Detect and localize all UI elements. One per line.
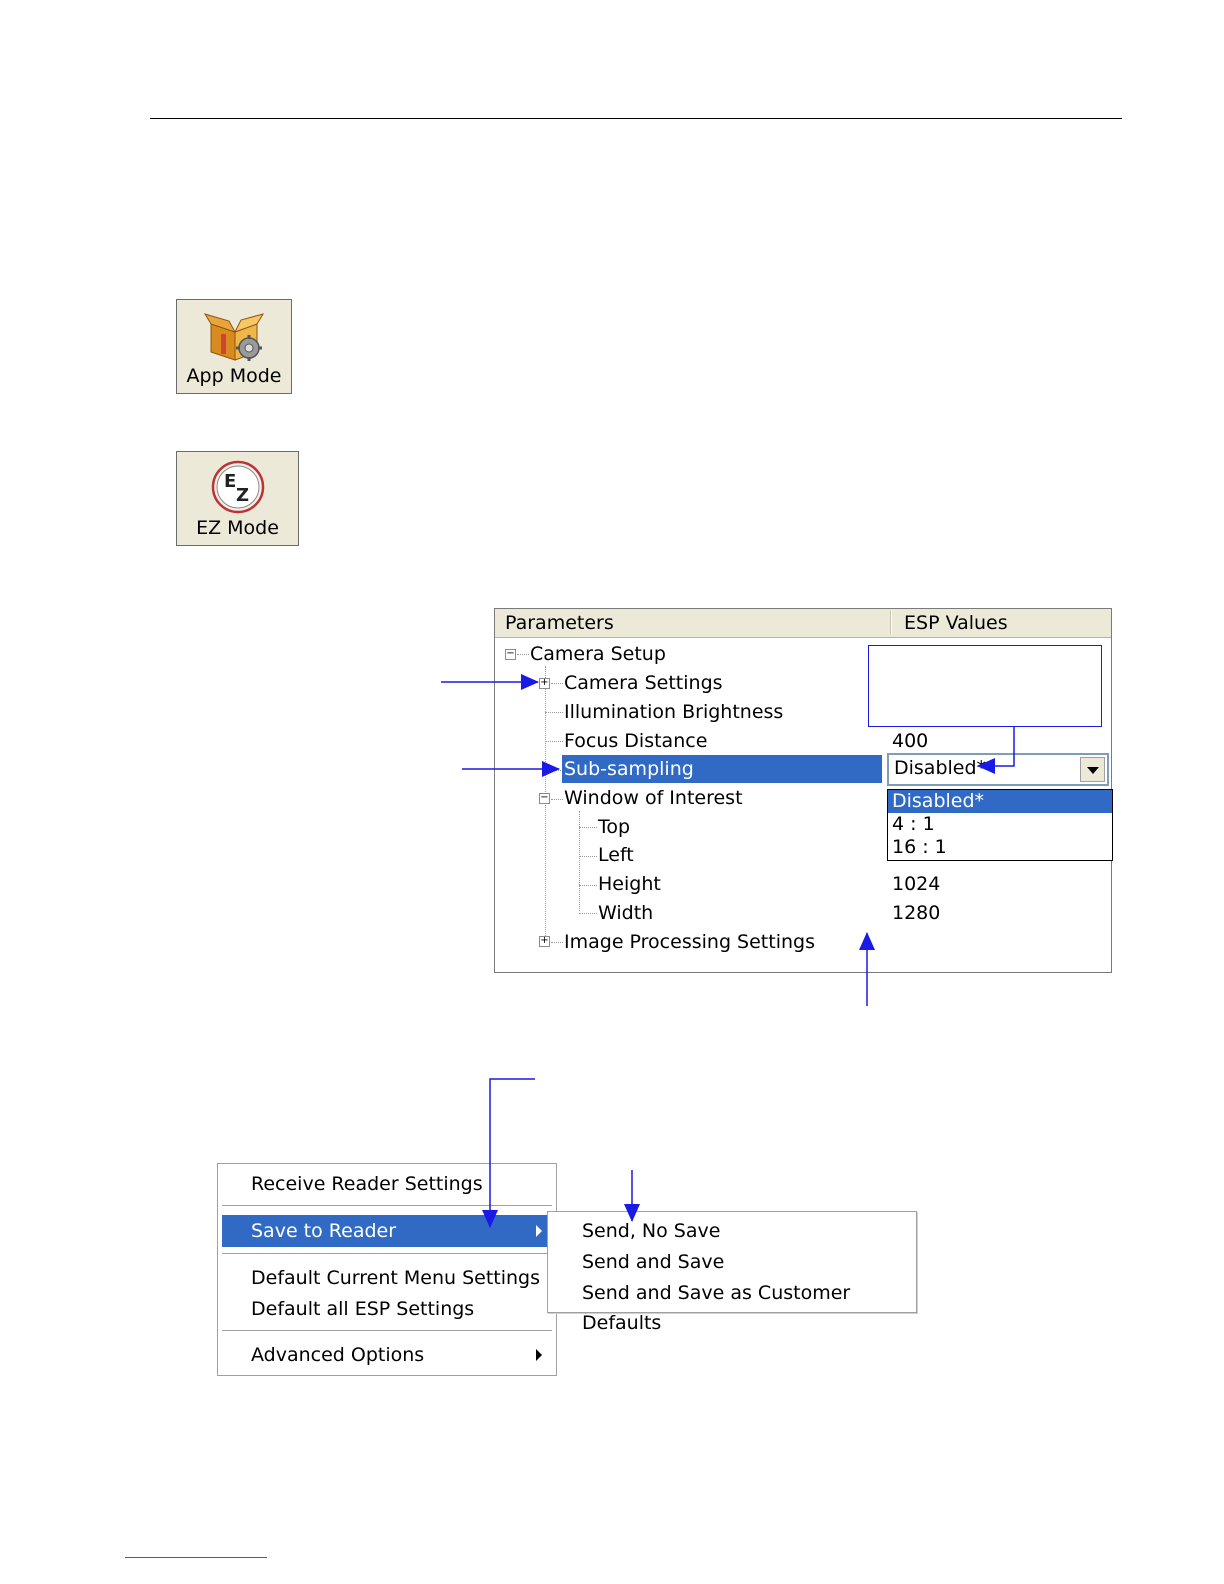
tree-item-width[interactable]: Width <box>598 902 654 924</box>
menu-item-save-to-reader[interactable]: Save to Reader <box>222 1215 552 1247</box>
combobox-value: Disabled* <box>894 757 987 779</box>
dropdown-option[interactable]: Disabled* <box>888 790 1112 813</box>
tree-item-window-of-interest[interactable]: Window of Interest <box>564 787 743 809</box>
svg-text:Z: Z <box>235 485 249 506</box>
menu-item-receive-reader-settings[interactable]: Receive Reader Settings <box>251 1173 483 1195</box>
tree-item-height[interactable]: Height <box>598 873 661 895</box>
submenu-item-send-no-save[interactable]: Send, No Save <box>582 1220 721 1242</box>
width-value[interactable]: 1280 <box>892 902 941 924</box>
app-mode-label: App Mode <box>186 365 282 387</box>
menu-item-default-all-esp-settings[interactable]: Default all ESP Settings <box>251 1298 475 1320</box>
tree-item-camera-settings[interactable]: Camera Settings <box>564 672 723 694</box>
focus-distance-value[interactable]: 400 <box>892 730 929 752</box>
callout-arrow-disabled <box>978 727 1014 766</box>
tree-item-image-processing-settings[interactable]: Image Processing Settings <box>564 931 815 953</box>
expand-icon[interactable]: + <box>540 935 549 946</box>
callout-arrow-save-to-reader <box>490 1079 535 1227</box>
menu-item-default-current-menu-settings[interactable]: Default Current Menu Settings <box>251 1267 540 1289</box>
tree-item-camera-setup[interactable]: Camera Setup <box>530 643 666 665</box>
dropdown-option[interactable]: 16 : 1 <box>892 836 947 858</box>
dropdown-option[interactable]: 4 : 1 <box>892 813 935 835</box>
collapse-icon[interactable]: − <box>540 792 549 803</box>
tree-item-focus-distance[interactable]: Focus Distance <box>564 730 708 752</box>
submenu-item-send-and-save[interactable]: Send and Save <box>582 1251 725 1273</box>
expand-icon[interactable]: + <box>540 677 549 688</box>
tree-item-sub-sampling[interactable]: Sub-sampling <box>564 758 694 780</box>
menu-item-advanced-options[interactable]: Advanced Options <box>251 1344 425 1366</box>
tree-item-top[interactable]: Top <box>598 816 631 838</box>
height-value[interactable]: 1024 <box>892 873 941 895</box>
parameters-column-header[interactable]: Parameters <box>505 612 614 634</box>
tree-item-left[interactable]: Left <box>598 844 634 866</box>
tree-item-illumination-brightness[interactable]: Illumination Brightness <box>564 701 784 723</box>
svg-text:E: E <box>223 471 236 492</box>
collapse-icon[interactable]: − <box>506 648 515 659</box>
esp-values-column-header[interactable]: ESP Values <box>904 612 1008 634</box>
ez-mode-label: EZ Mode <box>196 517 279 539</box>
submenu-item-send-and-save-customer-defaults[interactable]: Send and Save as Customer Defaults <box>582 1282 851 1334</box>
